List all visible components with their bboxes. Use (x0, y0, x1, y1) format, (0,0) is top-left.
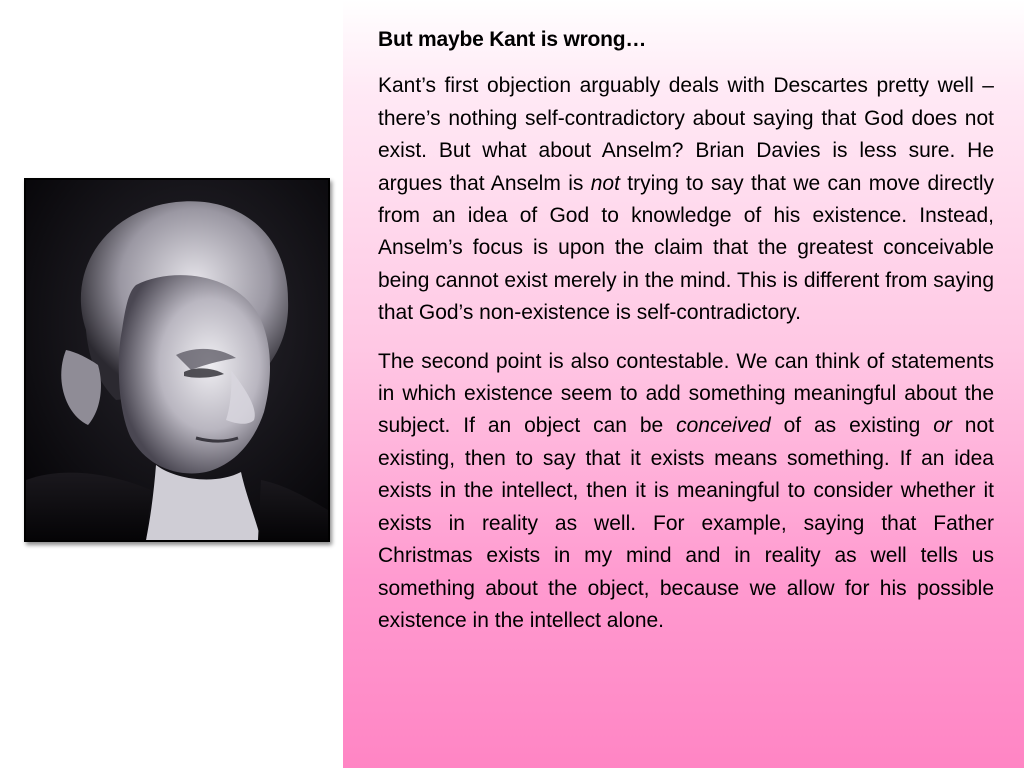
paragraph-2-emphasis-or: or (933, 414, 952, 438)
paragraph-2 (378, 346, 994, 638)
paragraph-1-emphasis-not: not (590, 171, 620, 195)
slide-body (378, 24, 994, 653)
paragraph-1-part-1: Kant’s first objection arguably deals with Descartes pretty well – there’s nothing self-contradictory about saying that God does not exist. But what about Anselm? Brian Davies is less sure. He argues that Anselm is (378, 74, 994, 195)
paragraph-2-emphasis-conceived: conceived (676, 414, 771, 438)
paragraph-2-part-3: not existing, then to say that it exists means something. If an idea exists in the intellect, then it is meaningful to consider whether it exists in reality as well. For example, saying that Father Christmas exists in my mind and in reality as well tells us something about the object, because we allow for his possible existence in the intellect alone. (378, 414, 994, 632)
slide-heading: But maybe Kant is wrong… (378, 28, 647, 51)
kant-portrait-image (24, 178, 330, 542)
paragraph-2-part-1: The second point is also contestable. We can think of statements in which existence seem to add something meaningful about the subject. If an object can be (378, 349, 994, 438)
text-panel (343, 0, 1024, 768)
paragraph-1 (378, 70, 994, 329)
portrait-drawing (26, 180, 328, 540)
paragraph-1-part-2: trying to say that we can move directly from an idea of God to knowledge of his existence. Instead, Anselm’s focus is upon the claim that the greatest conceivable being cannot exist merely in the mind. This is different from saying that God’s non-existence is self-contradictory. (378, 171, 994, 325)
paragraph-2-part-2: of as existing (770, 414, 934, 438)
